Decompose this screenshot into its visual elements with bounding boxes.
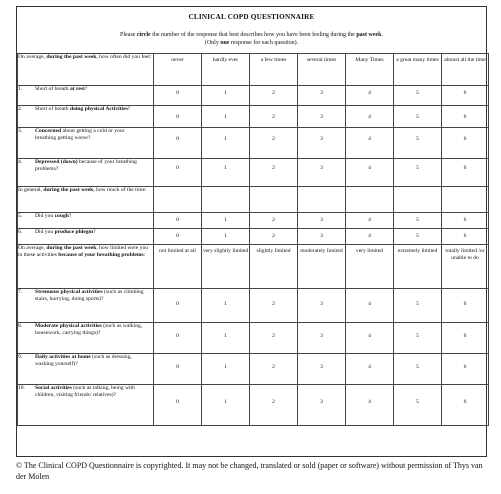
question-number: 8. [18,323,23,329]
score-option[interactable] [154,323,202,354]
score-value: 5 [416,233,419,239]
score-value: 1 [224,399,227,405]
score-value: 3 [320,301,323,307]
question-label-part: Strenuous physical activities [35,289,103,295]
score-option[interactable] [442,106,489,128]
section-intro-text: during the past week [46,54,97,60]
score-option[interactable] [250,213,298,229]
score-value: 4 [368,165,371,171]
column-header [346,245,394,289]
column-header [202,54,250,86]
score-option[interactable] [298,106,346,128]
column-header-label: moderately limited [300,248,343,254]
score-option[interactable] [346,323,394,354]
score-value: 5 [416,364,419,370]
question-number: 9. [18,354,23,360]
score-value: 5 [416,165,419,171]
question-number: 7. [18,289,23,295]
question-label [35,213,145,220]
score-value: 1 [224,136,227,142]
column-header [442,54,489,86]
score-value: 4 [368,90,371,96]
question-label [35,229,145,236]
score-value: 0 [176,217,179,223]
question-number: 5. [18,213,23,219]
instr-text: . [381,32,383,38]
score-option[interactable] [346,159,394,187]
score-value: 6 [463,136,467,142]
question-text [18,354,154,385]
column-header-label: a few times [260,57,287,63]
instr-text: (Only [204,40,221,46]
column-header [202,245,250,289]
question-label [35,106,145,113]
instr-bold: past week [356,32,382,38]
score-value: 6 [463,333,467,339]
score-option[interactable] [394,289,442,323]
question-label-part: (such as walking, housework, carrying things)? [35,323,143,336]
question-number: 2. [18,106,23,112]
column-header-label: slightly limited [256,248,291,254]
question-number: 6. [18,229,23,235]
question-row [18,289,489,323]
score-option[interactable] [298,159,346,187]
empty-cell [346,187,394,213]
section-intro [18,187,154,213]
column-header-label: very limited [355,248,384,254]
question-label-part: ? [93,229,96,235]
score-option[interactable] [346,229,394,245]
score-value: 3 [320,114,323,120]
score-value: 4 [368,233,371,239]
score-option[interactable] [154,385,202,426]
score-option[interactable] [154,86,202,106]
question-text [18,289,154,323]
question-label [35,323,145,337]
section-intro-text: during the past week [46,245,97,251]
score-option[interactable] [298,128,346,159]
score-value: 4 [368,333,371,339]
question-label [35,354,145,368]
empty-cell [442,187,489,213]
score-option[interactable] [346,86,394,106]
section-1-header [18,54,489,86]
score-option[interactable] [250,128,298,159]
questionnaire-title: CLINICAL COPD QUESTIONNAIRE [188,13,315,21]
section-intro-text: because of your breathing problems [58,251,144,258]
score-value: 2 [272,90,275,96]
score-value: 3 [320,399,323,405]
column-header-label: a great many times [396,57,439,63]
question-row [18,128,489,159]
score-option[interactable] [394,354,442,385]
score-value: 6 [463,399,467,405]
question-label-part: ? [68,213,72,219]
score-value: 5 [416,90,419,96]
score-option[interactable] [202,289,250,323]
score-option[interactable] [250,289,298,323]
column-header [394,54,442,86]
score-value: 2 [272,301,275,307]
question-label-part: about getting a cold or your breathing getting worse? [35,128,125,141]
instr-text: Please [120,32,137,38]
score-option[interactable] [202,213,250,229]
score-option[interactable] [442,128,489,159]
score-value: 2 [272,233,275,239]
score-value: 2 [272,333,275,339]
score-option[interactable] [154,289,202,323]
score-option[interactable] [394,159,442,187]
column-header [346,54,394,86]
score-value: 3 [320,333,323,339]
question-label-part: Short of breath [35,106,70,112]
question-number: 10. [18,385,25,391]
score-option[interactable] [202,106,250,128]
question-text [18,229,154,245]
empty-cell [154,187,202,213]
copyright-footer: © The Clinical COPD Questionnaire is copyrighted. It may not be changed, translated or sold (paper or software) without permission of Thys van der Molen [16,461,483,481]
questionnaire-frame [16,6,487,457]
score-option[interactable] [250,385,298,426]
instr-text: the number of the response that best describes how you have been feeling during the [150,32,357,38]
question-row [18,213,489,229]
question-label-part: (such as talking, being with children, visiting friends/ relatives)? [35,385,135,398]
score-value: 6 [463,114,467,120]
score-value: 6 [463,301,467,307]
question-row [18,159,489,187]
score-value: 0 [176,399,179,405]
score-value: 5 [416,136,419,142]
column-header [154,245,202,289]
section-intro [18,54,154,86]
score-option[interactable] [250,159,298,187]
question-number: 4. [18,159,23,165]
score-option[interactable] [442,159,489,187]
score-value: 1 [224,333,227,339]
empty-cell [250,187,298,213]
column-header-label: very slightly limited [202,248,249,254]
score-option[interactable] [394,128,442,159]
instructions-line-1 [17,31,486,39]
score-value: 1 [224,217,227,223]
score-option[interactable] [154,106,202,128]
score-value: 5 [416,399,419,405]
score-value: 1 [224,90,227,96]
score-option[interactable] [394,86,442,106]
score-value: 3 [320,165,323,171]
score-option[interactable] [442,229,489,245]
question-label-part: ? [84,86,88,92]
question-label-part: Concerned [35,128,62,134]
score-value: 3 [320,233,323,239]
score-option[interactable] [202,385,250,426]
question-label-part: Short of breath [35,86,70,92]
score-option[interactable] [202,159,250,187]
column-header [250,54,298,86]
question-row [18,323,489,354]
question-label [35,86,145,93]
score-value: 0 [176,301,179,307]
score-option[interactable] [394,106,442,128]
score-value: 3 [320,217,323,223]
section-intro-text: , how often did you feel: [96,54,152,60]
question-text [18,106,154,128]
column-header-label: totally limited /or unable to do [445,248,485,261]
score-option[interactable] [442,86,489,106]
section-intro-text: On average, [18,54,47,60]
section-intro-text: : [143,251,146,258]
score-option[interactable] [298,86,346,106]
score-value: 1 [224,364,227,370]
score-option[interactable] [154,159,202,187]
score-value: 4 [368,114,371,120]
column-header-label: extremely limited [397,248,438,254]
score-option[interactable] [346,213,394,229]
empty-cell [394,187,442,213]
instructions-line-2 [17,39,486,47]
score-option[interactable] [298,385,346,426]
question-row [18,385,489,426]
score-value: 4 [368,136,371,142]
question-row [18,229,489,245]
score-value: 2 [272,217,275,223]
score-value: 5 [416,217,419,223]
score-value: 1 [224,114,227,120]
question-label-part: Moderate physical activities [35,323,102,329]
score-option[interactable] [442,289,489,323]
column-header [298,54,346,86]
score-value: 4 [368,217,371,223]
empty-cell [202,187,250,213]
column-header-label: hardly ever [212,57,239,63]
section-intro-text: during the past week [43,187,94,193]
section-intro-text: , how much of the time: [93,187,147,193]
question-label-part: (such as dressing, washing yourself)? [35,354,132,367]
column-header-label: several times [306,57,337,63]
score-value: 6 [463,233,467,239]
instr-bold: one [220,40,230,46]
score-option[interactable] [346,289,394,323]
score-option[interactable] [442,385,489,426]
question-row [18,106,489,128]
question-row [18,354,489,385]
question-label-part: ? [127,106,131,112]
section-3-header [18,245,489,289]
score-value: 2 [272,114,275,120]
score-value: 4 [368,364,371,370]
score-option[interactable] [346,385,394,426]
score-value: 3 [320,136,323,142]
score-value: 6 [463,165,467,171]
score-value: 6 [463,364,467,370]
score-value: 1 [224,165,227,171]
score-value: 0 [176,165,179,171]
column-header [394,245,442,289]
question-number: 1. [18,86,23,92]
score-value: 3 [320,90,323,96]
score-option[interactable] [250,229,298,245]
section-intro-text: In general, [18,187,44,193]
score-value: 4 [368,301,371,307]
question-label [35,159,145,173]
question-row [18,86,489,106]
column-header [298,245,346,289]
empty-cell [298,187,346,213]
instructions [17,31,486,47]
score-option[interactable] [154,128,202,159]
question-text [18,385,154,426]
score-option[interactable] [154,213,202,229]
score-option[interactable] [298,289,346,323]
score-value: 5 [416,114,419,120]
score-option[interactable] [442,323,489,354]
question-text [18,323,154,354]
score-value: 0 [176,364,179,370]
score-value: 6 [463,90,467,96]
section-2-header [18,187,489,213]
score-value: 1 [224,301,227,307]
question-label-part: because of your breathing problems? [35,159,137,172]
score-value: 5 [416,333,419,339]
score-option[interactable] [202,86,250,106]
score-option[interactable] [346,106,394,128]
column-header-label: Many Times [355,57,384,63]
score-option[interactable] [202,128,250,159]
score-option[interactable] [202,229,250,245]
questionnaire-table [17,53,489,426]
column-header-label: almost all the time [444,57,486,63]
question-number: 3. [18,128,23,134]
score-value: 0 [176,114,179,120]
score-option[interactable] [394,213,442,229]
score-value: 1 [224,233,227,239]
score-option[interactable] [346,354,394,385]
score-value: 2 [272,136,275,142]
score-option[interactable] [250,354,298,385]
score-option[interactable] [202,354,250,385]
question-text [18,128,154,159]
score-option[interactable] [298,354,346,385]
score-value: 5 [416,301,419,307]
score-value: 3 [320,364,323,370]
question-label-part: doing physical Activities [69,106,128,112]
score-option[interactable] [442,213,489,229]
score-value: 6 [463,217,467,223]
question-label-part: cough [54,213,69,219]
score-option[interactable] [298,323,346,354]
question-label [35,385,145,399]
score-value: 2 [272,364,275,370]
instr-text: response for each question). [229,40,299,46]
score-option[interactable] [250,86,298,106]
question-label-part: Did you [35,229,55,235]
score-option[interactable] [346,128,394,159]
score-value: 0 [176,136,179,142]
column-header-label: never [171,57,184,63]
score-value: 4 [368,399,371,405]
instr-bold: circle [136,32,151,38]
score-value: 0 [176,333,179,339]
column-header [442,245,489,289]
question-label-part: Daily activities at home [35,354,91,360]
question-label-part: Did you [35,213,55,219]
section-intro-text: , how limited were you in these activities [18,245,149,258]
score-option[interactable] [154,229,202,245]
score-option[interactable] [394,385,442,426]
question-text [18,86,154,106]
question-label [35,128,145,142]
question-label-part: at rest [69,86,85,92]
score-option[interactable] [202,323,250,354]
score-option[interactable] [250,106,298,128]
score-option[interactable] [394,323,442,354]
question-label-part: Depressed (down) [35,159,78,165]
score-option[interactable] [298,213,346,229]
score-value: 0 [176,90,179,96]
score-value: 2 [272,165,275,171]
score-option[interactable] [154,354,202,385]
section-intro-text: On average, [18,245,47,251]
question-label-part: produce phlegm [54,229,94,235]
question-text [18,159,154,187]
score-option[interactable] [250,323,298,354]
score-value: 2 [272,399,275,405]
question-text [18,213,154,229]
question-label-part: (such as climbing stairs, hurrying, doing sports)? [35,289,144,302]
question-label-part: Social activities [35,385,72,391]
section-intro [18,245,154,289]
score-option[interactable] [442,354,489,385]
question-label [35,289,145,303]
score-option[interactable] [298,229,346,245]
column-header [154,54,202,86]
column-header-label: not limited at all [159,248,196,254]
score-option[interactable] [394,229,442,245]
score-value: 0 [176,233,179,239]
column-header [250,245,298,289]
